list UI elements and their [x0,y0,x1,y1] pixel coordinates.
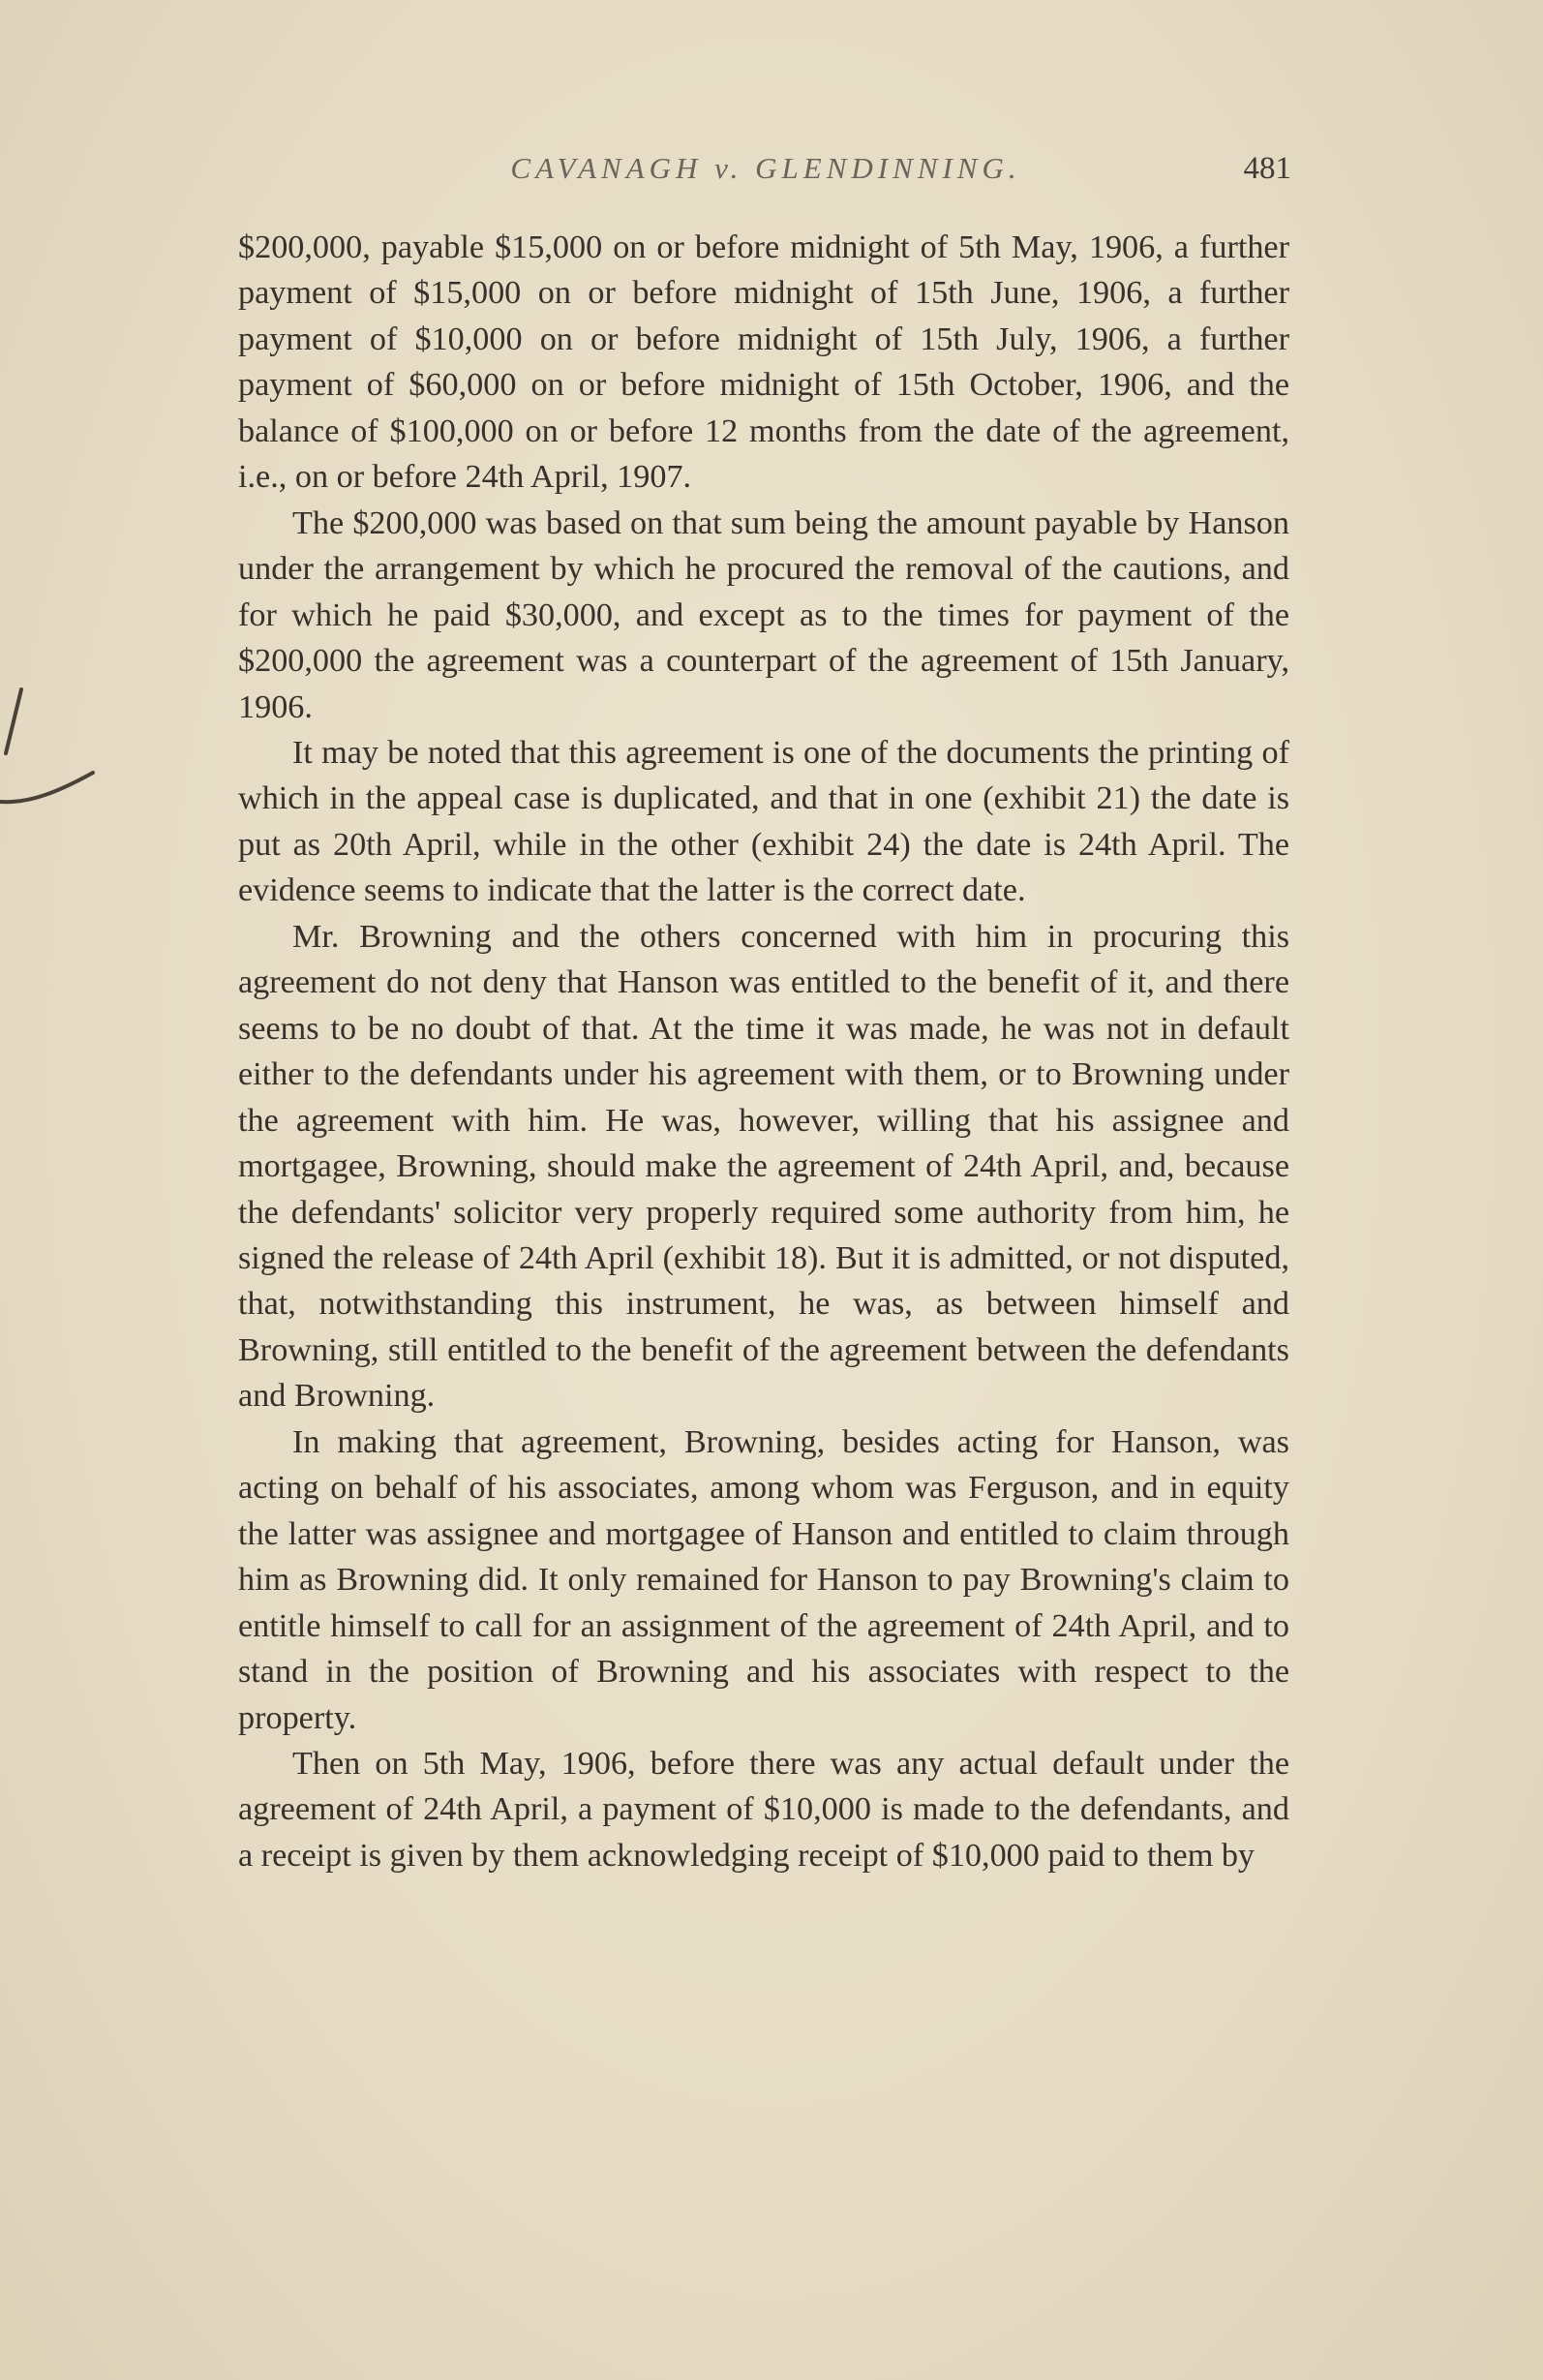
paragraph-3: It may be noted that this agreement is one of the documents the printing of which in the appeal case is duplicated, and that in one (exhibit 21) the date is put as 20th April, while in the other (exhibit 24) the date is 24th April. The evidence seems to indicate that the latter is the correct date. [238,734,1289,909]
paragraph-2: The $200,000 was based on that sum being the amount payable by Hanson under the arrangement by which he procured the removal of the cautions, and for which he paid $30,000, and except as to the times for payment of the $200,000 the agreement was a counterpart of the agreement of 15th January, 1906. [238,504,1289,725]
paragraph-4: Mr. Browning and the others concerned with him in procuring this agreement do not deny that Hanson was entitled to the benefit of it, and there seems to be no doubt of that. At the time it was made, he was not in default either to the defendants under his agreement with them, or to Browning under the agreement with him. He was, however, willing that his assignee and mortgagee, Browning, should make the agreement of 24th April, and, because the defendants' solicitor very properly required some authority from him, he signed the release of 24th April (exhibit 18). But it is admitted, or not disputed, that, notwithstanding this instrument, he was, as between himself and Browning, still entitled to the benefit of the agreement between the defendants and Browning. [238,918,1289,1415]
running-title: CAVANAGH v. GLENDINNING. [510,151,1021,185]
body-text [238,225,1289,1878]
pencil-margin-mark [0,678,106,852]
paragraph-5: In making that agreement, Browning, besides acting for Hanson, was acting on behalf of his associates, among whom was Ferguson, and in equity the latter was assignee and mortgagee of Hanson and entitled to claim through him as Browning did. It only remained for Hanson to pay Browning's claim to entitle himself to call for an assignment of the agreement of 24th April, and to stand in the position of Browning and his associates with respect to the property. [238,1423,1289,1736]
paragraph-1: $200,000, payable $15,000 on or before midnight of 5th May, 1906, a further payment of $15,000 on or before midnight of 15th June, 1906, a further payment of $10,000 on or before midnight of 15th July, 1906, a further payment of $60,000 on or before midnight of 15th October, 1906, and the balance of $100,000 on or before 12 months from the date of the agreement, i.e., on or before 24th April, 1907. [238,229,1289,496]
running-head [240,151,1291,198]
page-number: 481 [1243,151,1291,186]
paragraph-6: Then on 5th May, 1906, before there was any actual default under the agreement of 24th April, a payment of $10,000 is made to the defendants, and a receipt is given by them acknowledging receipt of $10,000 paid to them by [238,1745,1289,1874]
